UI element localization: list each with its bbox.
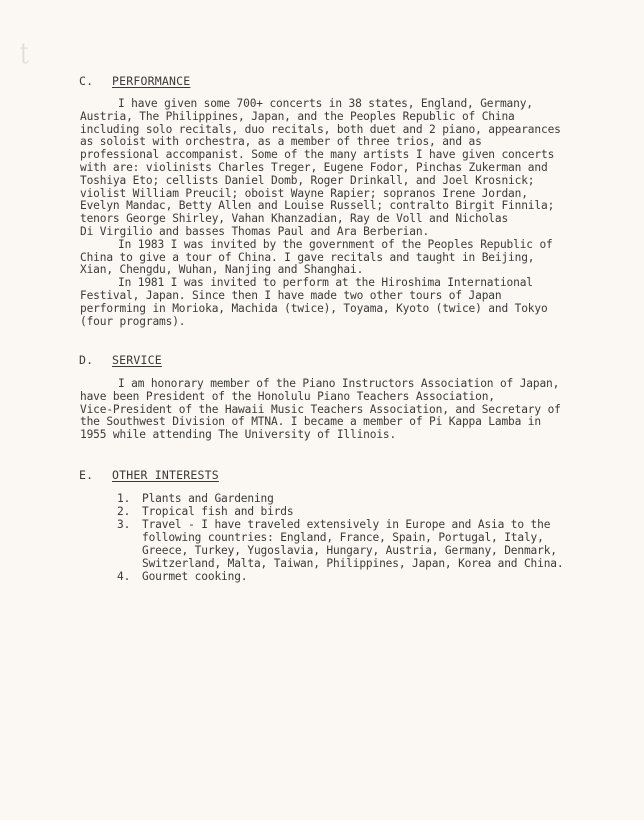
section-heading-service xyxy=(79,353,162,367)
performance-body xyxy=(80,97,561,328)
text-line: including solo recitals, duo recitals, both duet and 2 piano, appearances xyxy=(80,122,561,136)
text-line: Tropical fish and birds xyxy=(142,505,294,518)
text-line: as soloist with orchestra, as a member of three trios, and as xyxy=(80,135,482,149)
text-line: tenors George Shirley, Vahan Khanzadian, Ray de Voll and Nicholas xyxy=(80,212,509,226)
list-item xyxy=(117,492,557,505)
text-line: Switzerland, Malta, Taiwan, Philippines, Japan, Korea and China. xyxy=(142,557,564,570)
text-line: In 1981 I was invited to perform at the Hiroshima International xyxy=(118,276,533,290)
text-line: Gourmet cooking. xyxy=(142,570,248,583)
list-item xyxy=(117,570,557,583)
section-heading-other-interests xyxy=(79,468,219,482)
section-letter: E. xyxy=(79,468,94,482)
text-line: have been President of the Honolulu Piano Teachers Association, xyxy=(80,389,495,403)
text-line: performing in Morioka, Machida (twice), Toyama, Kyoto (twice) and Tokyo xyxy=(80,301,548,315)
list-item-number: 2. xyxy=(117,505,131,518)
text-line: with are: violinists Charles Treger, Eugene Fodor, Pinchas Zukerman and xyxy=(80,160,548,174)
section-letter: C. xyxy=(79,74,94,88)
text-line: Greece, Turkey, Yugoslavia, Hungary, Austria, Germany, Denmark, xyxy=(142,544,557,557)
text-line: following countries: England, France, Spain, Portugal, Italy, xyxy=(142,531,544,544)
paragraph xyxy=(80,97,561,239)
text-line: Travel - I have traveled extensively in Europe and Asia to the xyxy=(142,518,551,531)
ink-smudge-mark: ʈ xyxy=(20,40,29,65)
text-line: Plants and Gardening xyxy=(142,492,274,505)
list-item xyxy=(117,518,564,570)
section-title: OTHER INTERESTS xyxy=(112,468,219,482)
text-line: Xian, Chengdu, Wuhan, Nanjing and Shanghai. xyxy=(80,263,364,277)
text-line: Vice-President of the Hawaii Music Teachers Association, and Secretary of xyxy=(80,402,561,416)
list-item-text xyxy=(142,492,557,505)
text-line: the Southwest Division of MTNA. I became a member of Pi Kappa Lamba in xyxy=(80,415,541,429)
text-line: Toshiya Eto; cellists Daniel Domb, Roger Drinkall, and Joel Krosnick; xyxy=(80,173,535,187)
text-line: Austria, The Philippines, Japan, and the Peoples Republic of China xyxy=(80,109,515,123)
text-line: I have given some 700+ concerts in 38 states, England, Germany, xyxy=(118,97,533,110)
text-line: In 1983 I was invited by the government of the Peoples Republic of xyxy=(118,237,553,251)
section-title: PERFORMANCE xyxy=(112,74,191,88)
list-item-text xyxy=(142,505,557,518)
list-item xyxy=(117,505,557,518)
list-item-number: 1. xyxy=(117,492,131,505)
text-line: Di Virgilio and basses Thomas Paul and Ara Berberian. xyxy=(80,224,430,238)
section-letter: D. xyxy=(79,353,94,367)
paragraph xyxy=(80,377,561,442)
text-line: 1955 while attending The University of Illinois. xyxy=(80,428,397,442)
paragraph xyxy=(80,237,553,277)
text-line: Festival, Japan. Since then I have made two other tours of Japan xyxy=(80,288,502,302)
text-line: Evelyn Mandac, Betty Allen and Louise Russell; contralto Birgit Finnila; xyxy=(80,199,555,213)
list-item-text xyxy=(142,518,563,570)
text-line: violist William Preucil; oboist Wayne Rapier; sopranos Irene Jordan, xyxy=(80,186,528,200)
section-title: SERVICE xyxy=(112,353,162,367)
list-item-number: 4. xyxy=(117,570,131,583)
section-heading-performance xyxy=(79,74,190,88)
text-line: China to give a tour of China. I gave recitals and taught in Beijing, xyxy=(80,250,535,264)
text-line: I am honorary member of the Piano Instructors Association of Japan, xyxy=(118,377,560,390)
list-item-number: 3. xyxy=(117,518,131,531)
text-line: (four programs). xyxy=(80,314,186,328)
list-item-text xyxy=(142,570,557,583)
text-line: professional accompanist. Some of the many artists I have given concerts xyxy=(80,148,555,162)
interests-list xyxy=(117,492,564,583)
paragraph xyxy=(80,277,546,328)
service-body xyxy=(80,377,561,442)
